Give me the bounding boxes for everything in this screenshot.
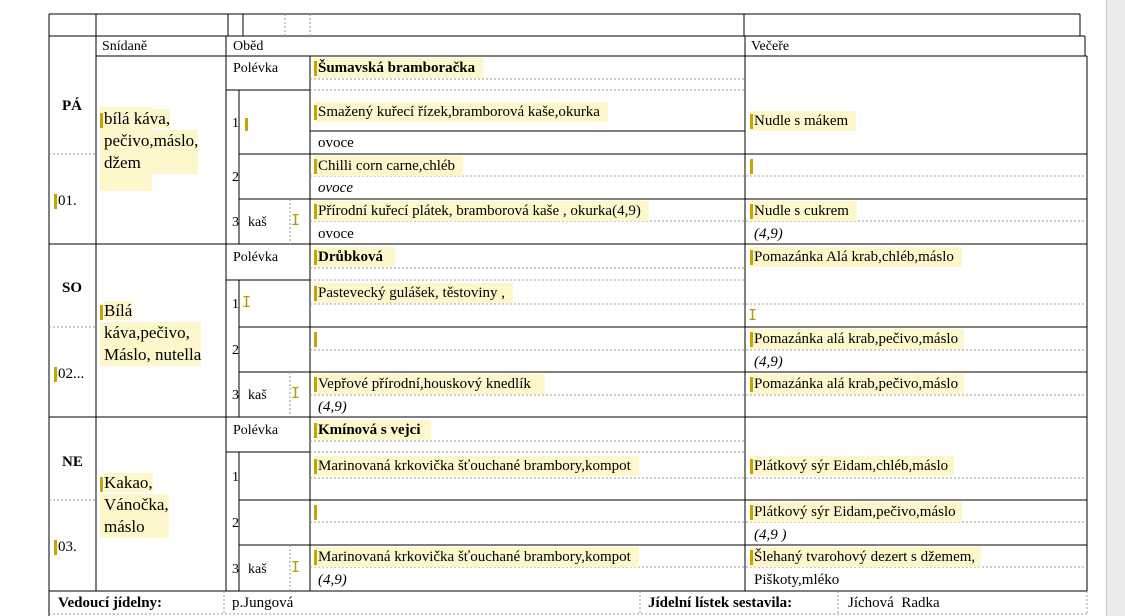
dinner-side: (4,9) — [754, 226, 783, 242]
soup-label: Polévka — [233, 423, 279, 438]
lunch-meal[interactable] — [314, 329, 318, 349]
dinner-column-header: Večeře — [751, 39, 790, 54]
dinner-side: (4,9) — [754, 354, 783, 370]
field-marker-icon — [314, 286, 317, 301]
lunch-meal[interactable]: Přírodní kuřecí plátek, bramborová kaše , okurka(4,9) — [314, 201, 649, 221]
lunch-meal[interactable]: Marinovaná krkovička šťouchané brambory,kompot — [314, 547, 639, 567]
text-cursor-icon: I — [242, 293, 252, 311]
breakfast-text[interactable]: Kakao, Vánočka, máslo — [100, 472, 169, 538]
field-marker-icon — [750, 505, 753, 520]
day-date: 02... — [54, 364, 84, 384]
text-cursor-icon: I — [291, 384, 301, 402]
dinner-meal[interactable]: Pomazánka alá krab,pečivo,máslo — [750, 374, 964, 394]
day-code: PÁ — [62, 98, 82, 114]
row-number: 2 — [232, 516, 239, 531]
day-code: SO — [62, 280, 83, 296]
field-marker-icon — [314, 332, 317, 347]
field-marker-icon — [750, 204, 753, 219]
row-number: 1 — [232, 297, 239, 312]
text-cursor-icon: I — [748, 306, 758, 324]
manager-label: Vedoucí jídelny: — [58, 595, 163, 611]
field-marker-icon — [750, 250, 753, 265]
row-number: 1 — [232, 470, 239, 485]
text-cursor-icon: I — [291, 211, 301, 229]
field-marker-icon — [314, 505, 317, 520]
lunch-side: (4,9) — [318, 399, 347, 415]
field-marker-icon — [750, 114, 753, 129]
text-cursor-icon: I — [291, 558, 301, 576]
dinner-meal[interactable]: Nudle s cukrem — [750, 201, 857, 221]
field-marker-icon — [750, 459, 753, 474]
field-marker-icon — [54, 194, 57, 209]
row-number: 1 — [232, 116, 239, 131]
manager-name[interactable]: p.Jungová — [232, 595, 294, 611]
lunch-meal[interactable]: Marinovaná krkovička šťouchané brambory,kompot — [314, 456, 639, 476]
field-marker-icon — [314, 550, 317, 565]
row-number: 2 — [232, 170, 239, 185]
field-marker-icon — [314, 250, 317, 265]
dinner-meal[interactable] — [750, 156, 754, 176]
row-number: 3 — [232, 388, 239, 403]
row-number: 2 — [232, 343, 239, 358]
dinner-side: Piškoty,mléko — [754, 572, 840, 588]
row-number: 3 — [232, 562, 239, 577]
lunch-side: ovoce — [318, 180, 353, 196]
day-date: 01. — [54, 191, 77, 211]
day-date: 03. — [54, 537, 77, 557]
soup-name[interactable]: Drůbková — [314, 247, 395, 267]
field-marker-icon — [314, 159, 317, 174]
lunch-side: (4,9) — [318, 572, 347, 588]
compiled-by-label: Jídelní lístek sestavila: — [648, 595, 793, 611]
soup-label: Polévka — [233, 250, 279, 265]
field-marker-icon — [314, 61, 317, 76]
soup-name[interactable]: Kmínová s vejci — [314, 420, 431, 440]
dinner-meal[interactable]: Šlehaný tvarohový dezert s džemem, — [750, 547, 981, 567]
lunch-meal[interactable]: Pastevecký gulášek, těstoviny , — [314, 283, 513, 303]
field-marker-icon — [100, 305, 103, 320]
field-marker-icon — [54, 367, 57, 382]
field-marker-icon — [314, 377, 317, 392]
dinner-side: (4,9 ) — [754, 527, 787, 543]
field-marker-icon — [314, 204, 317, 219]
lunch-meal[interactable] — [314, 502, 318, 522]
field-marker-icon — [100, 477, 103, 492]
soup-label: Polévka — [233, 61, 279, 76]
dinner-meal[interactable]: Nudle s mákem — [750, 111, 856, 131]
field-marker-icon — [314, 105, 317, 120]
diet-note: kaš — [248, 215, 267, 230]
lunch-meal[interactable]: Chilli corn carne,chléb — [314, 156, 463, 176]
field-marker-icon — [100, 113, 103, 128]
field-marker-icon — [314, 423, 317, 438]
diet-note: kaš — [248, 562, 267, 577]
breakfast-text[interactable]: Bílá káva,pečivo, Máslo, nutella — [100, 300, 201, 366]
dinner-meal[interactable]: Pomazánka alá krab,pečivo,máslo — [750, 329, 964, 349]
dinner-meal[interactable]: Pomazánka Alá krab,chléb,máslo — [750, 247, 962, 267]
breakfast-text[interactable]: bílá káva, pečivo,máslo, džem — [100, 108, 198, 174]
field-marker-icon — [314, 459, 317, 474]
dinner-meal[interactable]: Plátkový sýr Eidam,chléb,máslo — [750, 456, 954, 476]
day-code: NE — [62, 454, 83, 470]
field-marker-icon — [750, 332, 753, 347]
lunch-column-header: Oběd — [233, 39, 264, 54]
field-marker-icon — [54, 540, 57, 555]
field-marker-icon — [750, 550, 753, 565]
lunch-side: ovoce — [318, 226, 354, 242]
lunch-meal[interactable]: Vepřové přírodní,houskový knedlík — [314, 374, 545, 394]
lunch-meal[interactable]: Smažený kuřecí řízek,bramborová kaše,okurka — [314, 102, 608, 122]
row-number: 3 — [232, 215, 239, 230]
diet-note: kaš — [248, 388, 267, 403]
field-marker-icon — [245, 115, 249, 133]
compiled-by-name[interactable]: Jíchová Radka — [848, 595, 940, 611]
dinner-meal[interactable]: Plátkový sýr Eidam,pečivo,máslo — [750, 502, 962, 522]
page-scroll-margin — [1106, 0, 1125, 616]
field-marker-icon — [750, 159, 753, 174]
field-marker-icon — [750, 377, 753, 392]
lunch-side: ovoce — [318, 135, 354, 151]
soup-name[interactable]: Šumavská bramboračka — [314, 58, 483, 78]
breakfast-column-header: Snídaně — [102, 39, 148, 54]
